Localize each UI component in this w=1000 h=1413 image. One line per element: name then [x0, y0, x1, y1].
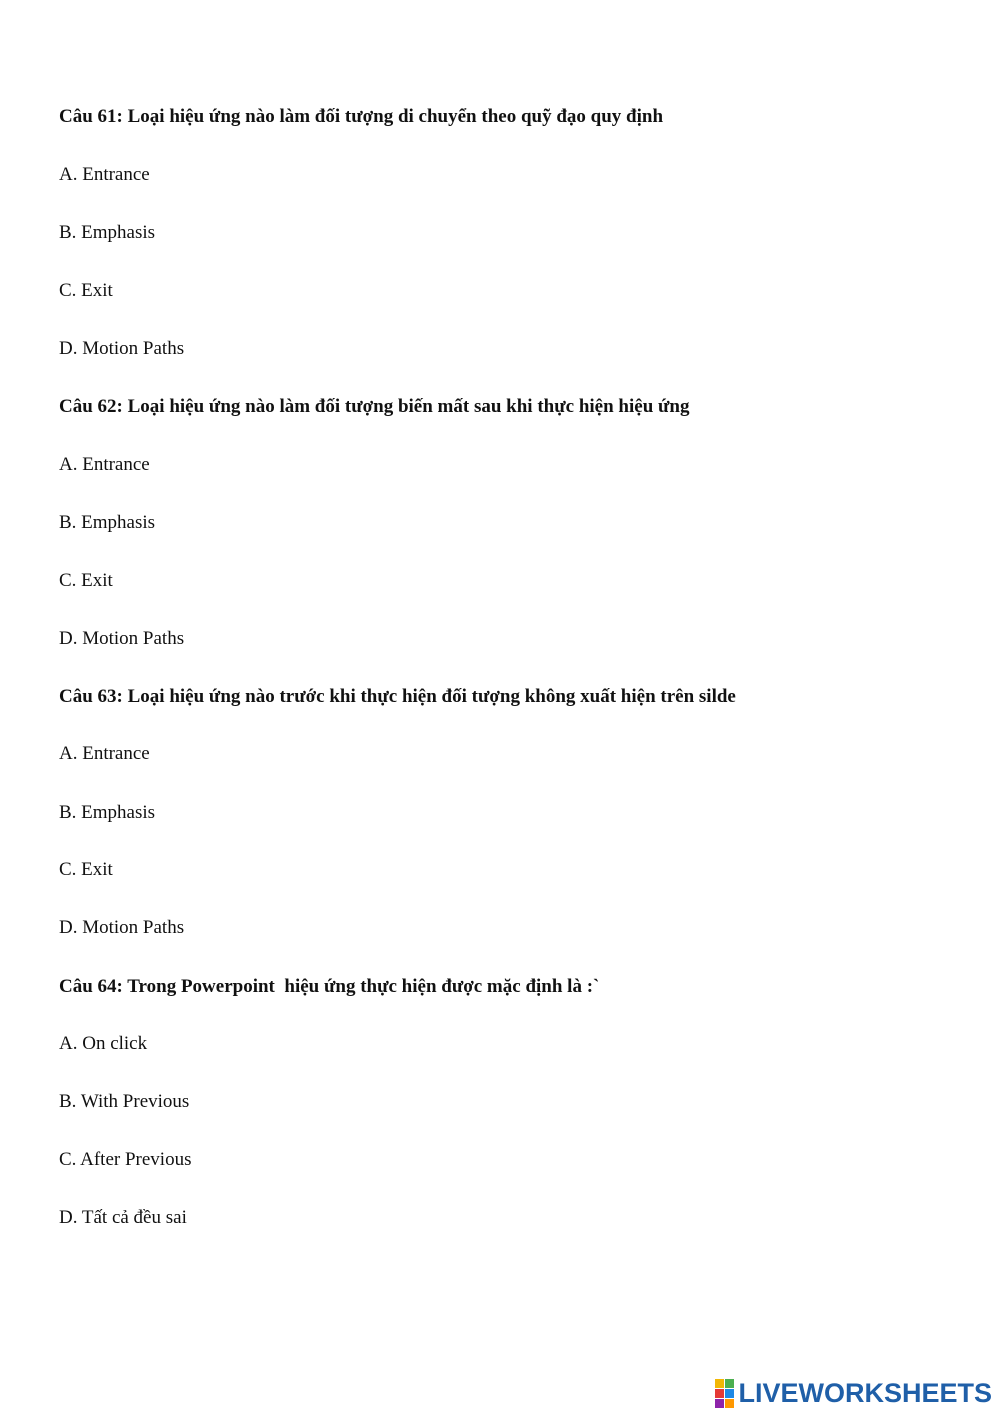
question-61-title: Câu 61: Loại hiệu ứng nào làm đối tượng di chuyển theo quỹ đạo quy định: [59, 106, 664, 127]
logo-block: [715, 1379, 724, 1388]
q62-option-b[interactable]: B. Emphasis: [59, 512, 156, 533]
question-62-title: Câu 62: Loại hiệu ứng nào làm đối tượng biến mất sau khi thực hiện hiệu ứng: [59, 396, 690, 417]
q63-option-c[interactable]: C. Exit: [59, 859, 113, 880]
q62-option-c[interactable]: C. Exit: [59, 570, 113, 591]
question-63-title: Câu 63: Loại hiệu ứng nào trước khi thực hiện đối tượng không xuất hiện trên silde: [59, 686, 736, 707]
q64-option-c[interactable]: C. After Previous: [59, 1149, 192, 1170]
logo-block: [725, 1389, 734, 1398]
q61-option-d[interactable]: D. Motion Paths: [59, 338, 185, 359]
q61-option-a[interactable]: A. Entrance: [59, 164, 150, 185]
logo-block: [715, 1399, 724, 1408]
q62-option-a[interactable]: A. Entrance: [59, 454, 150, 475]
q63-option-a[interactable]: A. Entrance: [59, 743, 150, 764]
q61-option-b[interactable]: B. Emphasis: [59, 222, 156, 243]
q63-option-d[interactable]: D. Motion Paths: [59, 917, 185, 938]
logo-mark-icon: [715, 1379, 734, 1408]
q63-option-b[interactable]: B. Emphasis: [59, 802, 156, 823]
logo-block: [725, 1399, 734, 1408]
q62-option-d[interactable]: D. Motion Paths: [59, 628, 185, 649]
logo-block: [725, 1379, 734, 1388]
question-64-title: Câu 64: Trong Powerpoint hiệu ứng thực hiện được mặc định là :`: [59, 976, 600, 997]
liveworksheets-logo[interactable]: [715, 1379, 992, 1407]
logo-wordmark: LIVEWORKSHEETS: [738, 1377, 992, 1408]
q64-option-a[interactable]: A. On click: [59, 1033, 148, 1054]
logo-block: [715, 1389, 724, 1398]
q61-option-c[interactable]: C. Exit: [59, 280, 113, 301]
q64-option-b[interactable]: B. With Previous: [59, 1091, 190, 1112]
q64-option-d[interactable]: D. Tất cả đều sai: [59, 1207, 187, 1228]
